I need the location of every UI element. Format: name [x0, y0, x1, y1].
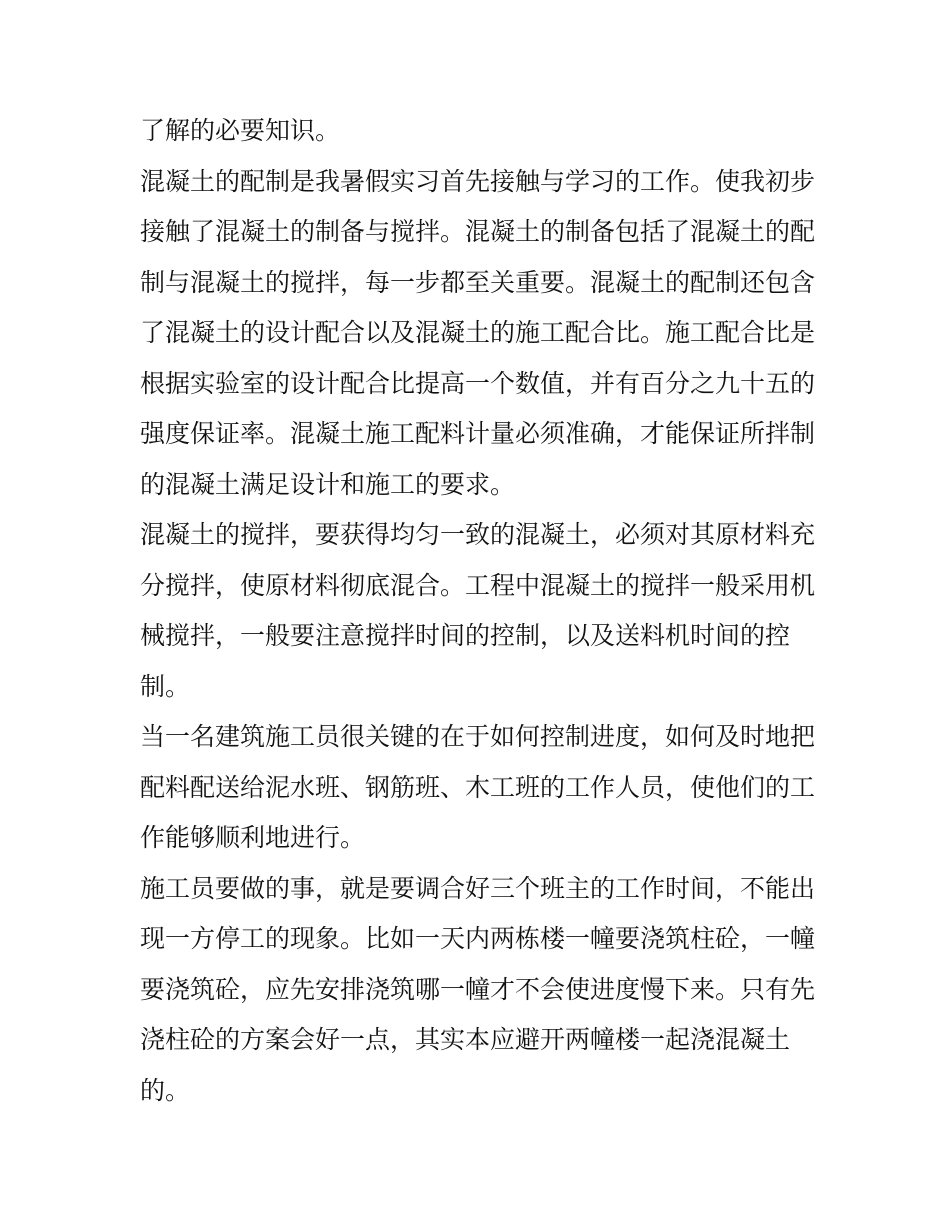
- text-line: 械搅拌，一般要注意搅拌时间的控制，以及送料机时间的控: [140, 621, 791, 650]
- text-line: 的。: [140, 1075, 191, 1105]
- text-line: 作能够顺利地进行。: [140, 823, 366, 852]
- text-line: 当一名建筑施工员很关键的在于如何控制进度，如何及时地把: [140, 722, 816, 751]
- text-line: 配料配送给泥水班、钢筋班、木工班的工作人员，使他们的工: [140, 772, 816, 802]
- text-line: 混凝土的搅拌，要获得均匀一致的混凝土，必须对其原材料充: [140, 520, 816, 549]
- text-line: 要浇筑砼，应先安排浇筑哪一幢才不会使进度慢下来。只有先: [140, 974, 816, 1004]
- body-text: [140, 106, 820, 1116]
- text-line: 接触了混凝土的制备与搅拌。混凝土的制备包括了混凝土的配: [140, 217, 816, 246]
- text-line: 分搅拌，使原材料彻底混合。工程中混凝土的搅拌一般采用机: [140, 570, 816, 600]
- text-line: 制。: [140, 671, 191, 701]
- text-line: 了解的必要知识。: [140, 116, 341, 145]
- text-line: 现一方停工的现象。比如一天内两栋楼一幢要浇筑柱砼，一幢: [140, 924, 816, 953]
- text-line: 施工员要做的事，就是要调合好三个班主的工作时间，不能出: [140, 873, 816, 903]
- text-line: 浇柱砼的方案会好一点，其实本应避开两幢楼一起浇混凝土: [140, 1025, 791, 1054]
- text-line: 了混凝土的设计配合以及混凝土的施工配合比。施工配合比是: [140, 318, 816, 347]
- text-line: 强度保证率。混凝土施工配料计量必须准确，才能保证所拌制: [140, 419, 816, 448]
- text-line: 混凝土的配制是我暑假实习首先接触与学习的工作。使我初步: [140, 166, 816, 196]
- text-line: 的混凝土满足设计和施工的要求。: [140, 469, 516, 499]
- text-line: 根据实验室的设计配合比提高一个数值，并有百分之九十五的: [140, 368, 816, 398]
- text-line: 制与混凝土的搅拌，每一步都至关重要。混凝土的配制还包含: [140, 267, 816, 297]
